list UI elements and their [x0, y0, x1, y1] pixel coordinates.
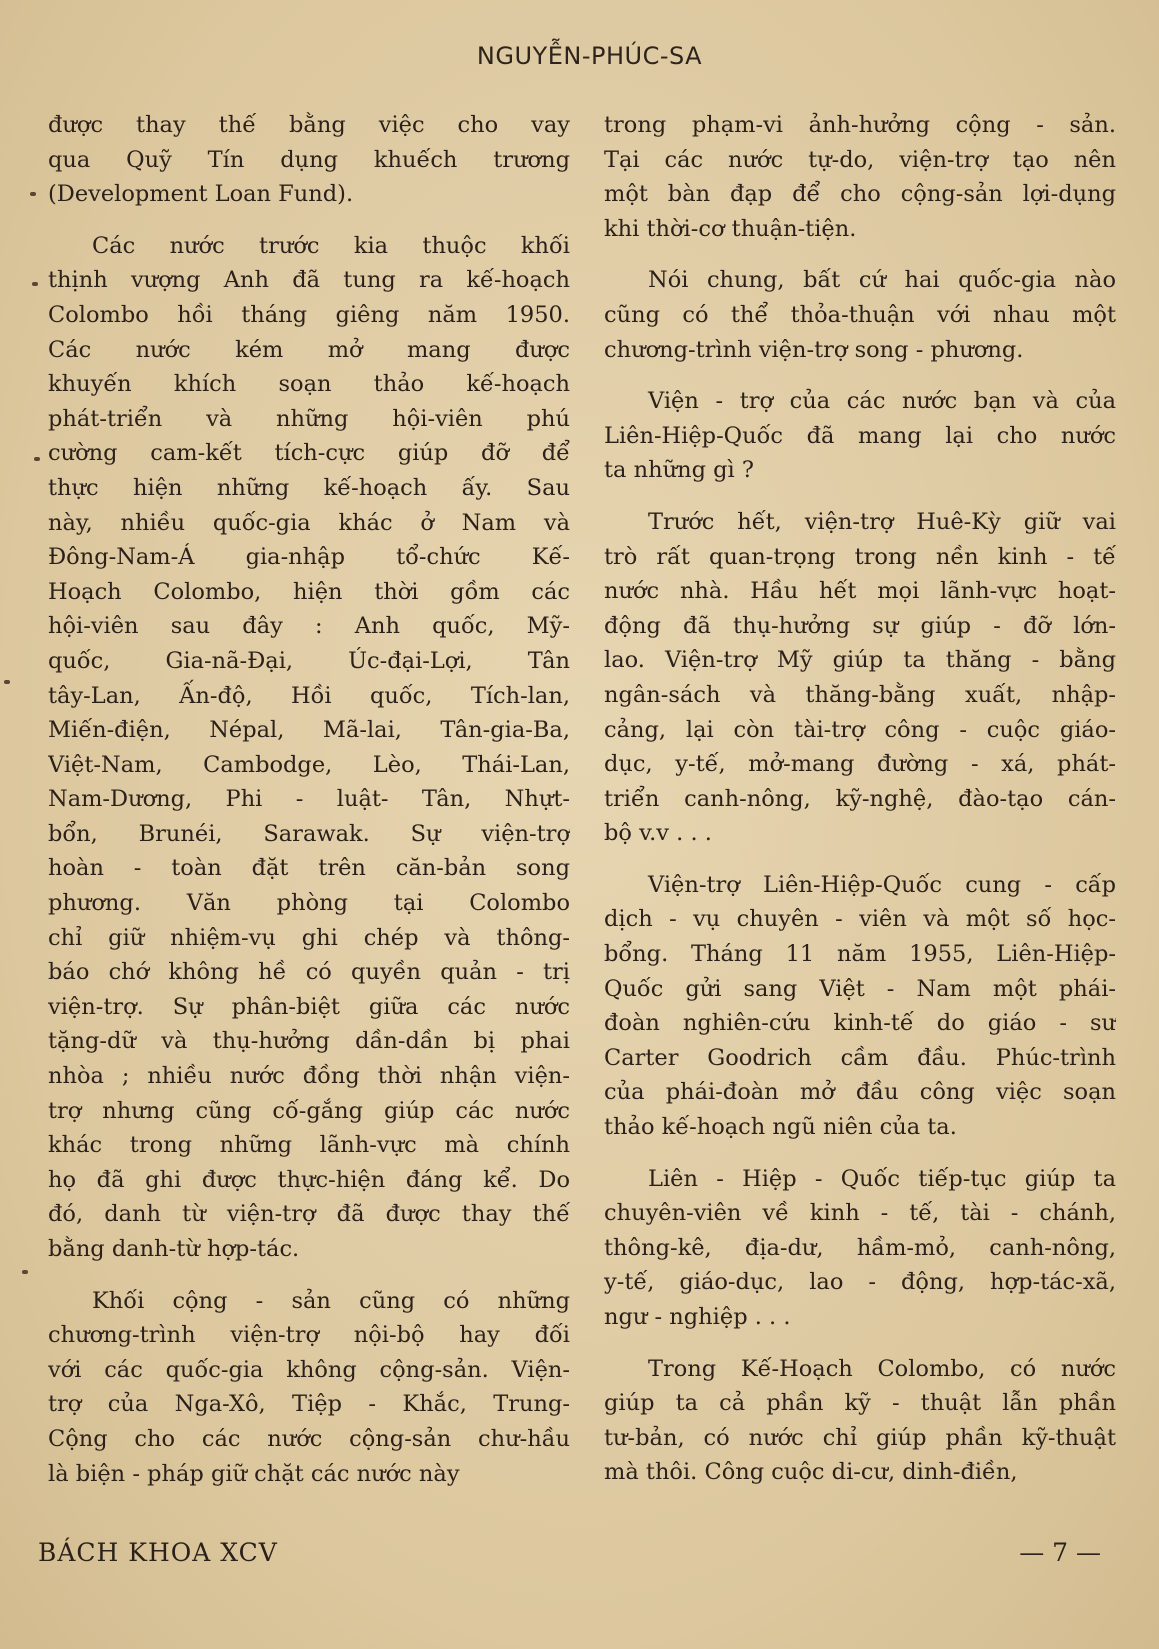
- text-line: hoàn - toàn đặt trên căn-bản song: [48, 855, 570, 882]
- text-line: ngân-sách và thăng-bằng xuất, nhập-: [604, 681, 1116, 708]
- text-line: trò rất quan-trọng trong nền kinh - tế: [604, 543, 1116, 570]
- text-line: hội-viên sau đây : Anh quốc, Mỹ-: [48, 613, 570, 640]
- paragraph-gap: [604, 851, 1116, 868]
- margin-speck: [34, 457, 40, 461]
- text-line: chương-trình viện-trợ nội-bộ hay đối: [48, 1322, 570, 1349]
- text-line: trợ của Nga-Xô, Tiệp - Khắc, Trung-: [48, 1391, 570, 1418]
- paragraph-gap: [604, 367, 1116, 384]
- text-line: Khối cộng - sản cũng có những: [92, 1287, 570, 1314]
- text-line: chỉ giữ nhiệm-vụ ghi chép và thông-: [48, 924, 570, 951]
- text-line: ta những gì ?: [604, 457, 754, 484]
- text-line: trong phạm-vi ảnh-hưởng cộng - sản.: [604, 112, 1116, 138]
- text-line: Quốc gửi sang Việt - Nam một phái-: [604, 975, 1116, 1002]
- text-line: bộ v.v . . .: [604, 820, 712, 847]
- text-line: dục, y-tế, mở-mang đường - xá, phát-: [604, 751, 1116, 778]
- text-line: Carter Goodrich cầm đầu. Phúc-trình: [604, 1044, 1116, 1071]
- text-line: Colombo hồi tháng giêng năm 1950.: [48, 301, 570, 328]
- margin-speck: [4, 680, 10, 684]
- text-line: chương-trình viện-trợ song - phương.: [604, 336, 1024, 363]
- text-line: trợ nhưng cũng cố-gắng giúp các nước: [48, 1097, 570, 1124]
- text-line: Viện-trợ Liên-Hiệp-Quốc cung - cấp: [648, 871, 1116, 898]
- text-line: ngư - nghiệp . . .: [604, 1304, 791, 1330]
- text-line: khuyến khích soạn thảo kế-hoạch: [48, 371, 570, 398]
- text-line: triển canh-nông, kỹ-nghệ, đào-tạo cán-: [604, 785, 1116, 812]
- text-line: mà thôi. Công cuộc di-cư, dinh-điền,: [604, 1459, 1018, 1486]
- text-line: tây-Lan, Ấn-độ, Hồi quốc, Tích-lan,: [48, 682, 570, 709]
- text-line: Cộng cho các nước cộng-sản chư-hầu: [48, 1425, 570, 1452]
- text-line: Các nước kém mở mang được: [48, 336, 570, 363]
- text-line: cảng, lại còn tài-trợ công - cuộc giáo-: [604, 716, 1116, 743]
- text-line: quốc, Gia-nã-Đại, Úc-đại-Lợi, Tân: [48, 647, 570, 674]
- text-line: được thay thế bằng việc cho vay: [48, 112, 570, 138]
- text-line: nước nhà. Hầu hết mọi lãnh-vực hoạt-: [604, 578, 1116, 605]
- text-line: Hoạch Colombo, hiện thời gồm các: [48, 578, 570, 605]
- text-line: một bàn đạp để cho cộng-sản lợi-dụng: [604, 181, 1116, 208]
- text-line: cũng có thể thỏa-thuận với nhau một: [604, 301, 1116, 328]
- margin-speck: [32, 282, 38, 286]
- margin-speck: [22, 1270, 28, 1274]
- text-line: là biện - pháp giữ chặt các nước này: [48, 1460, 460, 1487]
- text-line: Nói chung, bất cứ hai quốc-gia nào: [648, 267, 1116, 294]
- text-line: thực hiện những kế-hoạch ấy. Sau: [48, 474, 570, 501]
- text-line: khi thời-cơ thuận-tiện.: [604, 215, 857, 242]
- text-line: qua Quỹ Tín dụng khuếch trương: [48, 146, 570, 173]
- text-line: viện-trợ. Sự phân-biệt giữa các nước: [48, 993, 570, 1020]
- page-number: — 7 —: [1019, 1538, 1101, 1567]
- text-line: Việt-Nam, Cambodge, Lèo, Thái-Lan,: [48, 751, 570, 778]
- text-line: phát-triển và những hội-viên phú: [48, 405, 570, 432]
- text-line: Tại các nước tự-do, viện-trợ tạo nên: [604, 146, 1116, 173]
- paragraph-gap: [48, 1267, 570, 1284]
- text-line: nhòa ; nhiều nước đồng thời nhận viện-: [48, 1063, 570, 1090]
- magazine-issue-footer: BÁCH KHOA XCV: [38, 1538, 278, 1567]
- text-line: này, nhiều quốc-gia khác ở Nam và: [48, 509, 570, 536]
- text-line: họ đã ghi được thực-hiện đáng kể. Do: [48, 1166, 570, 1193]
- text-line: Đông-Nam-Á gia-nhập tổ-chức Kế-: [48, 544, 570, 571]
- text-line: giúp ta cả phần kỹ - thuật lẫn phần: [604, 1390, 1116, 1417]
- text-line: cường cam-kết tích-cực giúp đỡ để: [48, 440, 570, 467]
- text-line: thảo kế-hoạch ngũ niên của ta.: [604, 1114, 957, 1141]
- paragraph-gap: [604, 1145, 1116, 1162]
- text-line: Nam-Dương, Phi - luật- Tân, Nhựt-: [48, 786, 570, 813]
- text-line: Liên-Hiệp-Quốc đã mang lại cho nước: [604, 422, 1116, 449]
- text-line: y-tế, giáo-dục, lao - động, hợp-tác-xã,: [604, 1269, 1116, 1296]
- paragraph-gap: [48, 212, 570, 229]
- text-line: thịnh vượng Anh đã tung ra kế-hoạch: [48, 267, 570, 294]
- left-column: [48, 108, 570, 1491]
- text-line: phương. Văn phòng tại Colombo: [48, 890, 570, 917]
- text-line: đoàn nghiên-cứu kinh-tế do giáo - sư: [604, 1010, 1116, 1037]
- text-line: dịch - vụ chuyên - viên và một số học-: [604, 906, 1116, 933]
- paragraph-gap: [604, 488, 1116, 505]
- text-line: chuyên-viên về kinh - tế, tài - chánh,: [604, 1200, 1116, 1227]
- text-line: Miến-điện, Népal, Mã-lai, Tân-gia-Ba,: [48, 717, 570, 744]
- text-line: lao. Viện-trợ Mỹ giúp ta thăng - bằng: [604, 647, 1116, 674]
- text-line: Liên - Hiệp - Quốc tiếp-tục giúp ta: [648, 1165, 1116, 1192]
- text-line: Viện - trợ của các nước bạn và của: [648, 388, 1116, 415]
- text-line: Trong Kế-Hoạch Colombo, có nước: [648, 1355, 1116, 1382]
- text-line: của phái-đoàn mở đầu công việc soạn: [604, 1079, 1116, 1106]
- text-line: khác trong những lãnh-vực mà chính: [48, 1132, 570, 1159]
- paragraph-gap: [604, 1335, 1116, 1352]
- running-header: NGUYỄN-PHÚC-SA: [476, 42, 703, 70]
- text-line: Các nước trước kia thuộc khối: [92, 232, 570, 259]
- text-line: tặng-dữ và thụ-hưởng dần-dần bị phai: [48, 1028, 570, 1055]
- text-line: bằng danh-từ hợp-tác.: [48, 1236, 300, 1262]
- text-line: bổn, Brunéi, Sarawak. Sự viện-trợ: [48, 820, 570, 847]
- paragraph-gap: [604, 246, 1116, 263]
- text-line: với các quốc-gia không cộng-sản. Viện-: [48, 1356, 570, 1383]
- text-line: đó, danh từ viện-trợ đã được thay thế: [48, 1201, 570, 1228]
- text-line: động đã thụ-hưởng sự giúp - đỡ lớn-: [604, 612, 1116, 639]
- text-line: Trước hết, viện-trợ Huê-Kỳ giữ vai: [648, 508, 1116, 535]
- text-line: bổng. Tháng 11 năm 1955, Liên-Hiệp-: [604, 941, 1116, 968]
- text-line: báo chớ không hề có quyền quản - trị: [48, 959, 570, 986]
- margin-speck: [30, 192, 36, 196]
- right-column: [604, 108, 1116, 1490]
- text-line: thông-kê, địa-dư, hầm-mỏ, canh-nông,: [604, 1234, 1116, 1261]
- text-line: (Development Loan Fund).: [48, 181, 354, 208]
- text-line: tư-bản, có nước chỉ giúp phần kỹ-thuật: [604, 1424, 1116, 1451]
